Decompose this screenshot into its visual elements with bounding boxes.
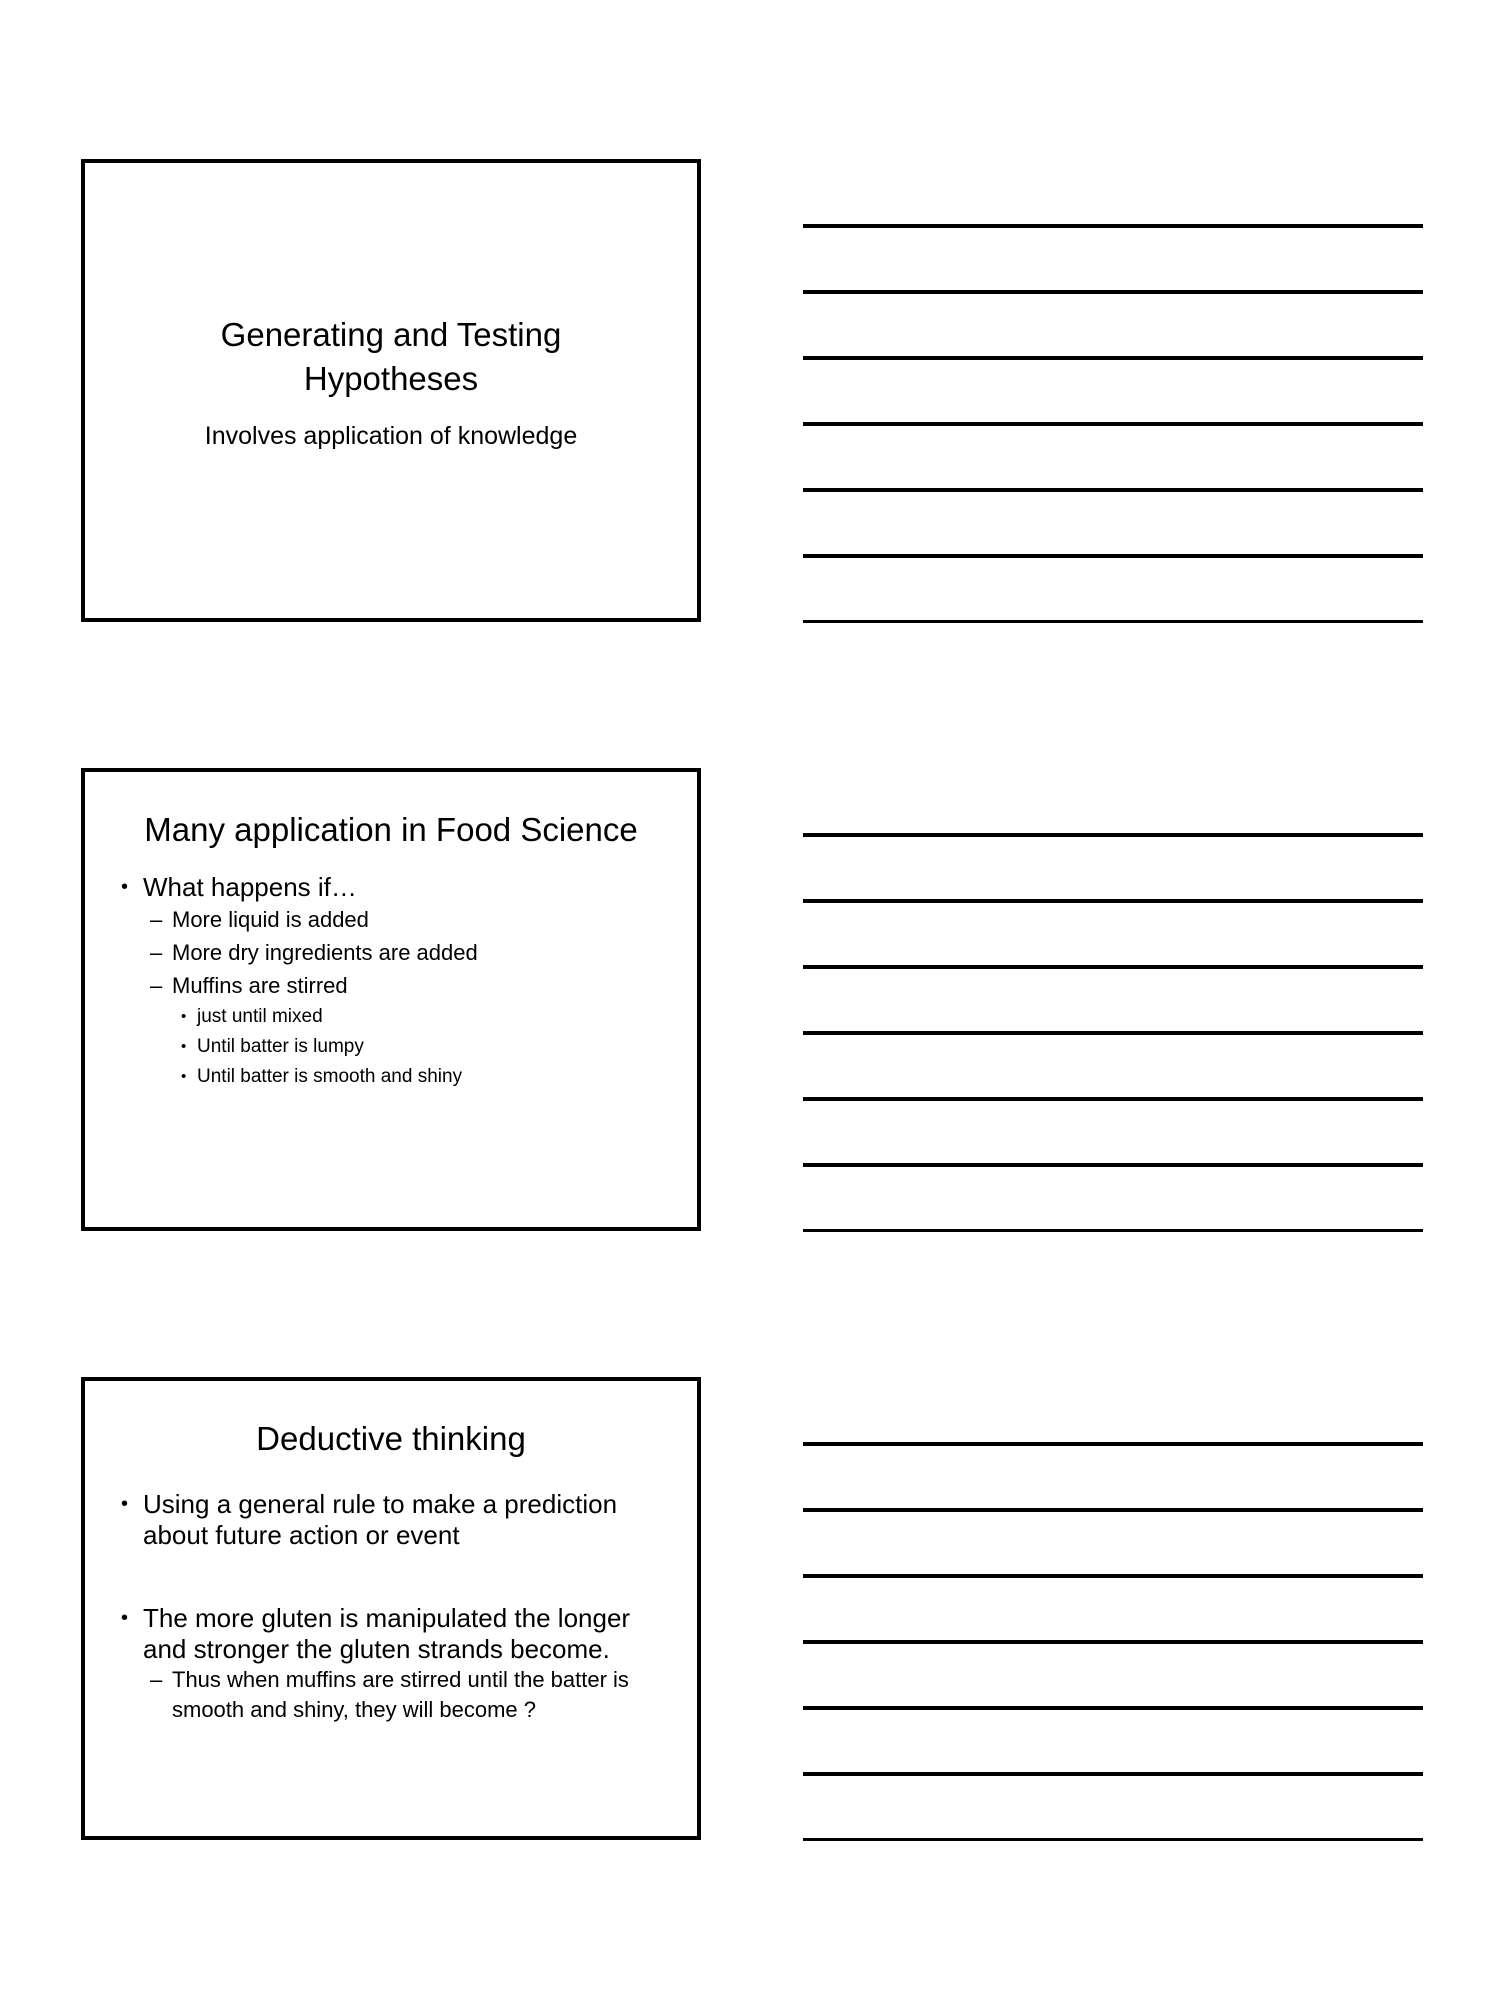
- slide-3-title: Deductive thinking: [256, 1420, 526, 1457]
- bullet-item: [85, 872, 697, 903]
- sub-bullet-text: More dry ingredients are added: [172, 940, 478, 965]
- bullet-icon: •: [121, 876, 129, 898]
- sub-sub-bullet-text: just until mixed: [197, 1006, 323, 1027]
- sub-bullet-item: [85, 1665, 697, 1725]
- note-line: [803, 1838, 1423, 1841]
- note-line: [803, 1097, 1423, 1101]
- note-line: [803, 1574, 1423, 1578]
- slide-3-bullet-list: [85, 1489, 697, 1725]
- note-line: [803, 1508, 1423, 1512]
- sub-bullet-item: [85, 936, 697, 969]
- note-line: [803, 1706, 1423, 1710]
- sub-bullet-item: [85, 969, 697, 1002]
- slide-1-subtitle: Involves application of knowledge: [204, 422, 578, 450]
- slide-1-frame: [81, 159, 701, 622]
- note-line: [803, 488, 1423, 492]
- note-line: [803, 290, 1423, 294]
- note-line: [803, 899, 1423, 903]
- note-line: [803, 1640, 1423, 1644]
- note-line: [803, 554, 1423, 558]
- slide-2-title: Many application in Food Science: [144, 811, 638, 848]
- note-line: [803, 224, 1423, 228]
- sub-sub-bullet-text: Until batter is smooth and shiny: [197, 1066, 463, 1087]
- note-line: [803, 1031, 1423, 1035]
- bullet-text: Using a general rule to make a prediction about future action or event: [143, 1489, 618, 1550]
- slide-3-frame: [81, 1377, 701, 1840]
- sub-bullet-item: [85, 903, 697, 936]
- sub-bullet-text: More liquid is added: [172, 907, 369, 932]
- bullet-item: [85, 1603, 697, 1665]
- bullet-text: The more gluten is manipulated the longer and stronger the gluten strands become.: [143, 1603, 631, 1664]
- bullet-icon: •: [181, 1008, 187, 1025]
- bullet-text: What happens if…: [143, 872, 357, 902]
- note-line: [803, 620, 1423, 623]
- spacer: [85, 1551, 697, 1603]
- sub-sub-bullet-text: Until batter is lumpy: [197, 1036, 364, 1057]
- bullet-icon: •: [181, 1038, 187, 1055]
- sub-sub-bullet-item: [85, 1032, 697, 1062]
- bullet-icon: •: [181, 1068, 187, 1085]
- note-line: [803, 833, 1423, 837]
- dash-icon: –: [150, 940, 163, 965]
- sub-sub-bullet-item: [85, 1062, 697, 1092]
- dash-icon: –: [150, 1667, 163, 1692]
- slide-1-title-line-1: Generating and Testing: [220, 316, 562, 353]
- bullet-icon: •: [121, 1607, 129, 1629]
- sub-sub-bullet-item: [85, 1002, 697, 1032]
- dash-icon: –: [150, 907, 163, 932]
- slide-1-title-line-2: Hypotheses: [303, 360, 479, 397]
- dash-icon: –: [150, 973, 163, 998]
- note-line: [803, 1442, 1423, 1446]
- slide-2-frame: [81, 768, 701, 1231]
- slide-1-title: [85, 313, 697, 401]
- note-line: [803, 356, 1423, 360]
- slide-2-bullet-list: [85, 872, 697, 1092]
- sub-bullet-text: Thus when muffins are stirred until the batter is smooth and shiny, they will become ?: [172, 1667, 629, 1722]
- note-line: [803, 1229, 1423, 1232]
- note-line: [803, 965, 1423, 969]
- bullet-item: [85, 1489, 697, 1551]
- bullet-icon: •: [121, 1493, 129, 1515]
- note-line: [803, 422, 1423, 426]
- note-line: [803, 1163, 1423, 1167]
- sub-bullet-text: Muffins are stirred: [172, 973, 348, 998]
- note-line: [803, 1772, 1423, 1776]
- slide-1-title-block: [85, 313, 697, 451]
